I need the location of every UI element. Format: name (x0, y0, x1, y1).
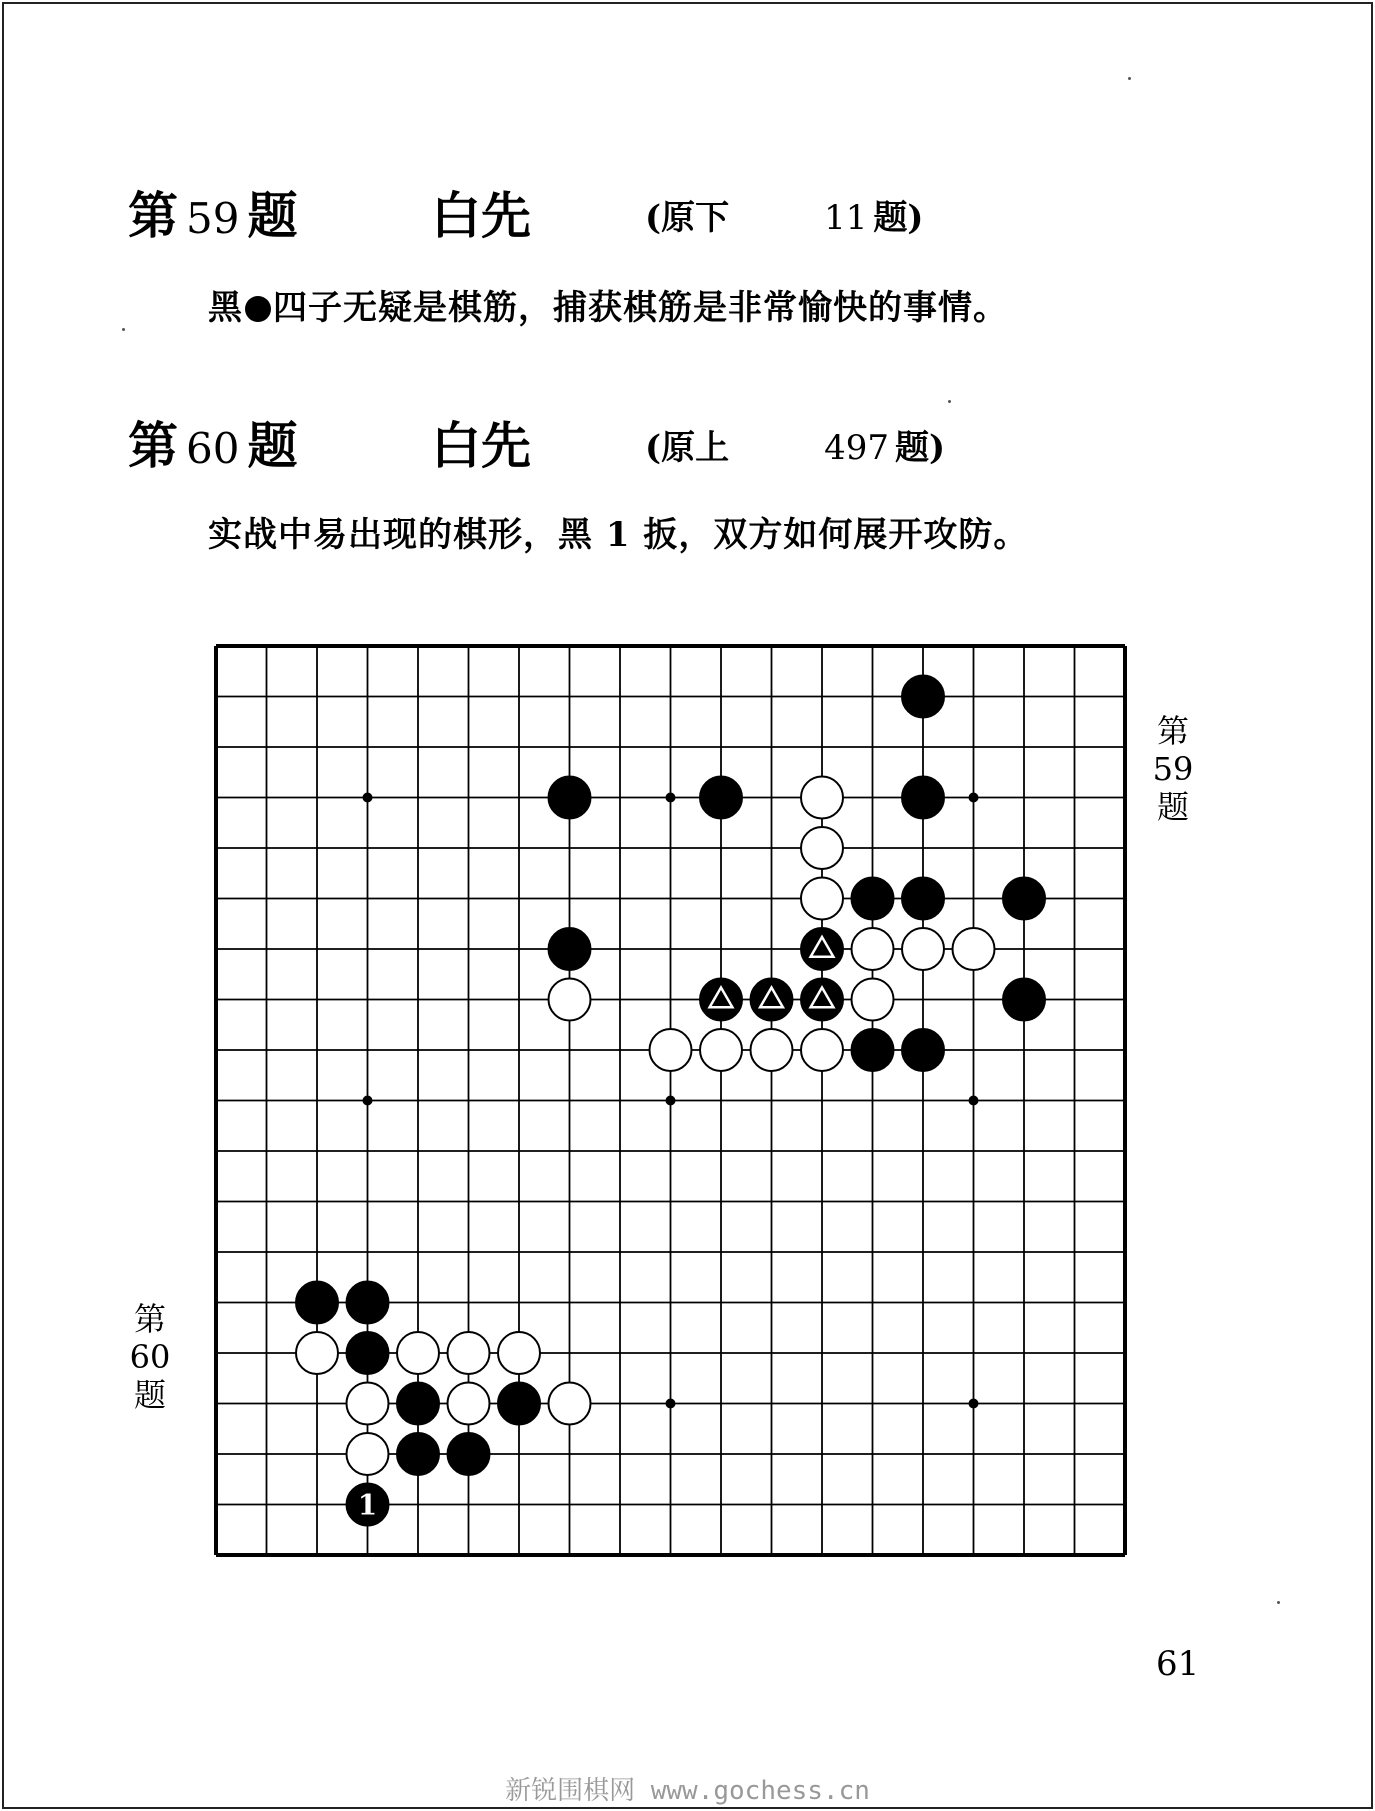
problem-label-prefix: 第 (128, 186, 178, 245)
to-play: 白先 (431, 416, 531, 475)
watermark: 新锐围棋网 www.gochess.cn (505, 1776, 870, 1806)
original-number: 497 (824, 428, 889, 468)
black-stone (902, 777, 944, 819)
black-stone (498, 1383, 540, 1425)
original-number: 11 (824, 198, 868, 238)
white-stone (347, 1383, 389, 1425)
black-stone (852, 1029, 894, 1071)
black-stone (347, 1332, 389, 1374)
black-stone (296, 1282, 338, 1324)
black-stone (397, 1383, 439, 1425)
label-line: 59 (1152, 750, 1194, 788)
star-point (363, 1096, 373, 1106)
black-stone (801, 979, 843, 1021)
black-stone (1003, 979, 1045, 1021)
black-stone (549, 777, 591, 819)
white-stone (347, 1433, 389, 1475)
white-stone (801, 777, 843, 819)
page-number: 61 (1156, 1644, 1200, 1684)
description-before: 黑 (208, 288, 243, 328)
white-stone (801, 827, 843, 869)
white-stone (650, 1029, 692, 1071)
scan-speck (1277, 1601, 1280, 1604)
original-suffix: 题) (895, 428, 946, 468)
star-point (969, 1399, 979, 1409)
black-stone (700, 979, 742, 1021)
label-line: 题 (133, 1376, 166, 1414)
to-play: 白先 (431, 186, 531, 245)
diagram-label-60 (120, 1300, 180, 1414)
original-prefix: (原下 (645, 198, 730, 238)
white-stone (296, 1332, 338, 1374)
scan-speck (948, 400, 951, 403)
label-line: 题 (1156, 788, 1189, 826)
white-stone (448, 1383, 490, 1425)
white-stone (801, 1029, 843, 1071)
white-stone (700, 1029, 742, 1071)
problem-60-description: 实战中易出现的棋形，黑 1 扳，双方如何展开攻防。 (208, 515, 1029, 555)
star-point (666, 793, 676, 803)
white-stone (852, 979, 894, 1021)
black-stone (902, 1029, 944, 1071)
white-stone (852, 928, 894, 970)
label-line: 第 (133, 1300, 166, 1338)
black-stone (448, 1433, 490, 1475)
white-stone (953, 928, 995, 970)
black-stone (902, 878, 944, 920)
white-stone (448, 1332, 490, 1374)
star-point (363, 793, 373, 803)
black-stone (902, 676, 944, 718)
white-stone (498, 1332, 540, 1374)
black-stone (347, 1282, 389, 1324)
white-stone (397, 1332, 439, 1374)
problem-number: 60 (186, 424, 240, 473)
black-stone (1003, 878, 1045, 920)
white-stone (751, 1029, 793, 1071)
star-point (969, 793, 979, 803)
description-after: 四子无疑是棋筋，捕获棋筋是非常愉快的事情。 (273, 288, 1008, 328)
star-point (666, 1399, 676, 1409)
problem-number: 59 (186, 194, 240, 243)
label-line: 60 (129, 1338, 171, 1376)
black-stone (852, 878, 894, 920)
white-stone (549, 1383, 591, 1425)
black-stone (751, 979, 793, 1021)
problem-label-suffix: 题 (247, 186, 298, 245)
white-stone (549, 979, 591, 1021)
diagram-label-59 (1143, 712, 1203, 826)
black-stone (700, 777, 742, 819)
white-stone (801, 878, 843, 920)
black-stone (801, 928, 843, 970)
scan-speck (122, 328, 125, 331)
problem-label-suffix: 题 (247, 416, 298, 475)
move-number: 1 (357, 1488, 378, 1522)
black-stone (549, 928, 591, 970)
star-point (969, 1096, 979, 1106)
star-point (666, 1096, 676, 1106)
original-prefix: (原上 (645, 428, 730, 468)
white-stone (902, 928, 944, 970)
scan-speck (1128, 77, 1131, 80)
label-line: 第 (1156, 712, 1189, 750)
black-stone (397, 1433, 439, 1475)
original-suffix: 题) (873, 198, 924, 238)
problem-label-prefix: 第 (128, 416, 178, 475)
